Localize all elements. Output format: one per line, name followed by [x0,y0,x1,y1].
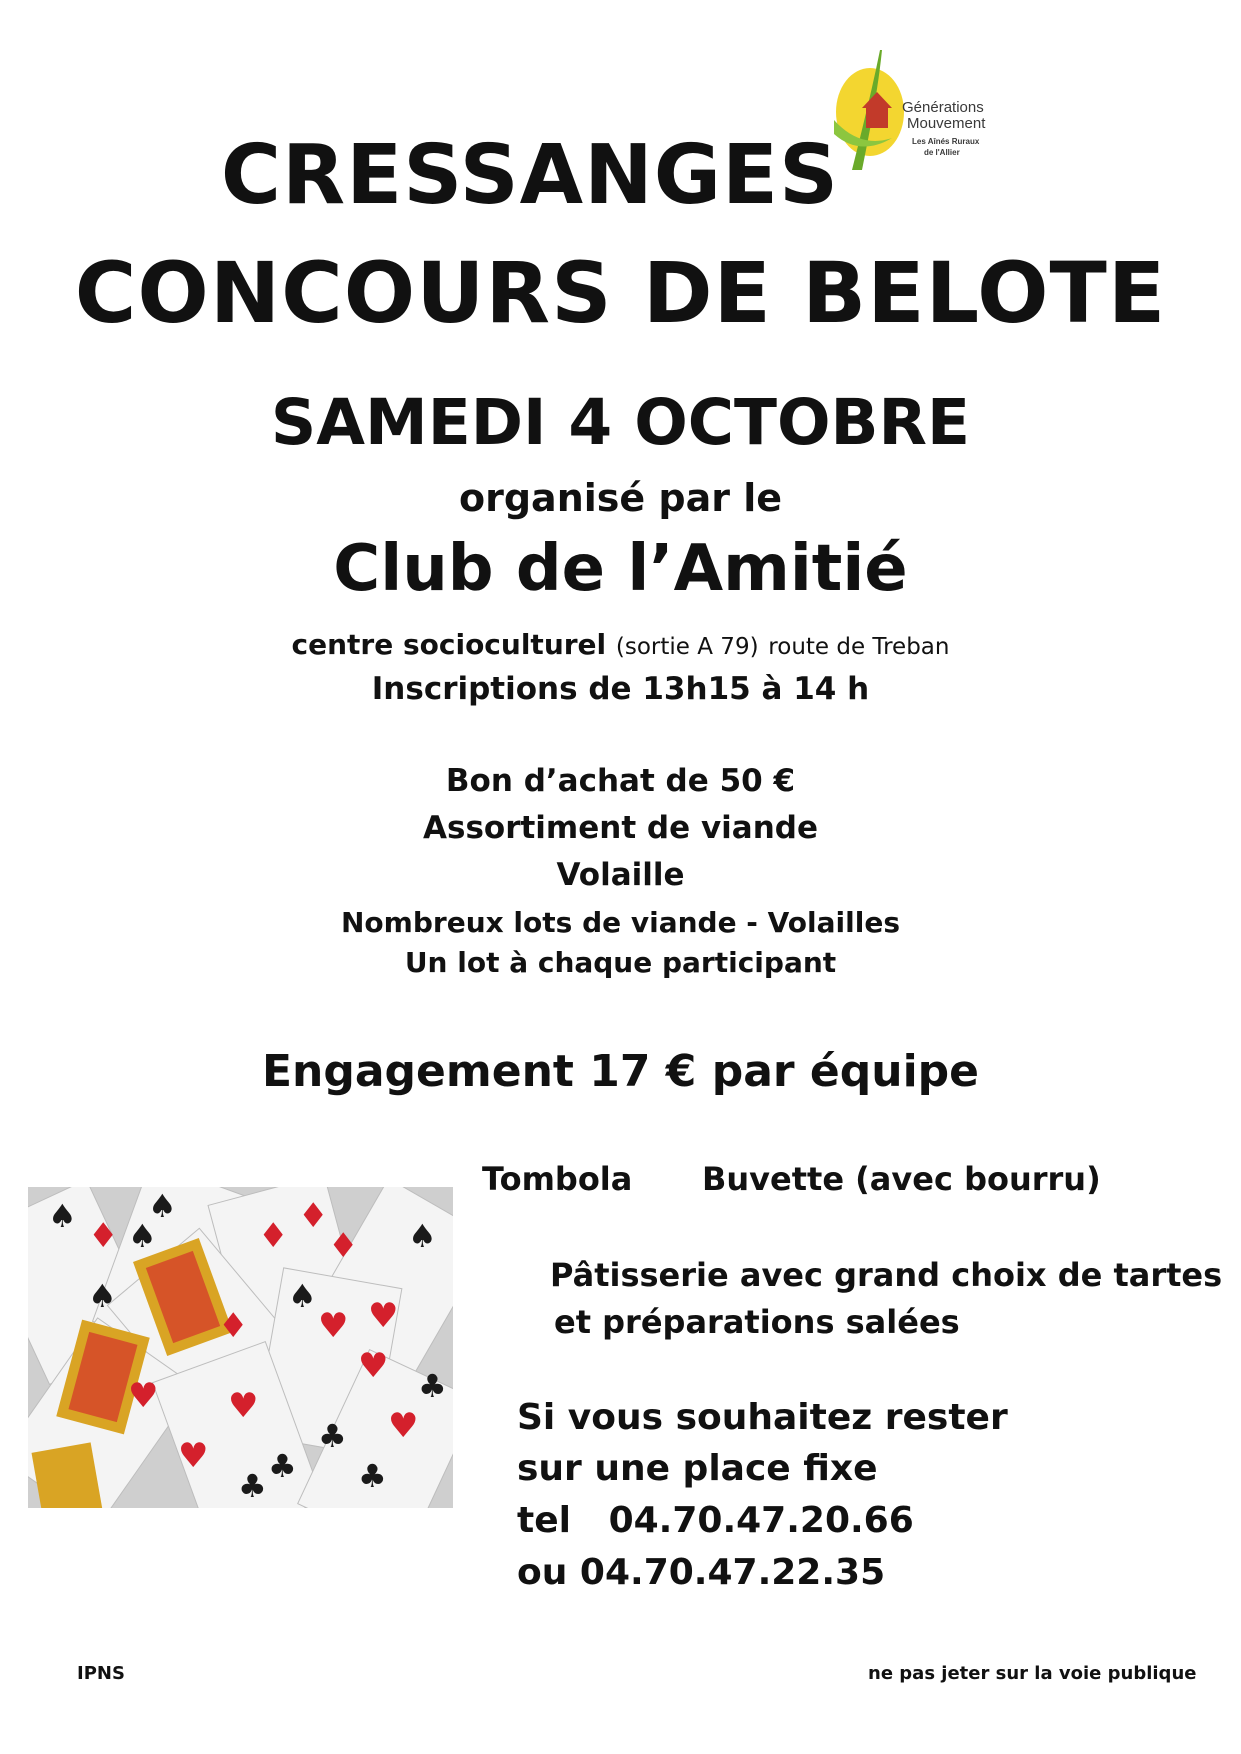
prize-item: Volaille [556,857,685,893]
logo-line1: Générations [902,99,984,116]
svg-text:♠: ♠ [128,1217,157,1255]
phone-number-1: 04.70.47.20.66 [608,1500,914,1541]
svg-text:♠: ♠ [408,1217,437,1255]
pastry-line2: et préparations salées [554,1303,960,1341]
svg-text:♥: ♥ [368,1296,399,1336]
tombola-label: Tombola [482,1160,633,1198]
svg-text:♠: ♠ [48,1197,77,1235]
phone-number-2: 04.70.47.22.35 [579,1552,886,1593]
logo-line3: Les Aînés Ruraux [912,137,980,146]
svg-text:♠: ♠ [148,1187,177,1225]
venue-name: centre socioculturel [291,628,607,661]
prize-item: Assortiment de viande [423,810,818,846]
event-title: CONCOURS DE BELOTE [74,244,1167,342]
venue-detail: (sortie A 79) [615,634,759,660]
svg-text:♠: ♠ [288,1277,317,1315]
pastry-line1: Pâtisserie avec grand choix de tartes [550,1256,1223,1294]
logo-line4: de l'Allier [924,148,960,157]
svg-text:♦: ♦ [258,1216,289,1256]
svg-text:♥: ♥ [128,1376,159,1416]
svg-text:♥: ♥ [178,1436,209,1476]
contact-line1: Si vous souhaitez rester [517,1397,1008,1438]
footer-ipns: IPNS [77,1663,125,1684]
contact-line2: sur une place fixe [517,1448,878,1489]
svg-text:♦: ♦ [88,1216,119,1256]
svg-text:♣: ♣ [418,1367,447,1405]
svg-text:♦: ♦ [298,1196,329,1236]
footer-notice: ne pas jeter sur la voie publique [868,1663,1197,1684]
bar-label: Buvette (avec bourru) [702,1160,1101,1198]
entry-fee: Engagement 17 € par équipe [261,1046,980,1097]
svg-text:♠: ♠ [88,1277,117,1315]
prize-extra: Un lot à chaque participant [404,946,837,979]
svg-text:♥: ♥ [318,1306,349,1346]
logo-line2: Mouvement [907,115,986,132]
playing-cards-photo [28,1187,453,1508]
svg-text:♣: ♣ [318,1417,347,1455]
event-date: SAMEDI 4 OCTOBRE [270,386,971,459]
club-name: Club de l’Amitié [333,532,908,606]
svg-text:♣: ♣ [238,1467,267,1505]
svg-text:♦: ♦ [218,1306,249,1346]
village-title: CRESSANGES [220,128,840,223]
venue-road: route de Treban [768,634,950,660]
svg-text:♦: ♦ [328,1226,359,1266]
prize-extra: Nombreux lots de viande - Volailles [341,906,900,939]
svg-text:♥: ♥ [388,1406,419,1446]
organizer-intro: organisé par le [459,476,782,520]
svg-text:♥: ♥ [358,1346,389,1386]
svg-text:♣: ♣ [268,1447,297,1485]
svg-text:♣: ♣ [358,1457,387,1495]
svg-text:♥: ♥ [228,1386,259,1426]
registration-hours: Inscriptions de 13h15 à 14 h [371,671,870,707]
prize-item: Bon d’achat de 50 € [445,763,796,799]
or-label: ou [517,1552,568,1593]
contact-tel2 [517,1552,885,1593]
venue-address [0,628,1241,661]
contact-tel1 [517,1500,914,1541]
tel-label: tel [517,1500,571,1541]
